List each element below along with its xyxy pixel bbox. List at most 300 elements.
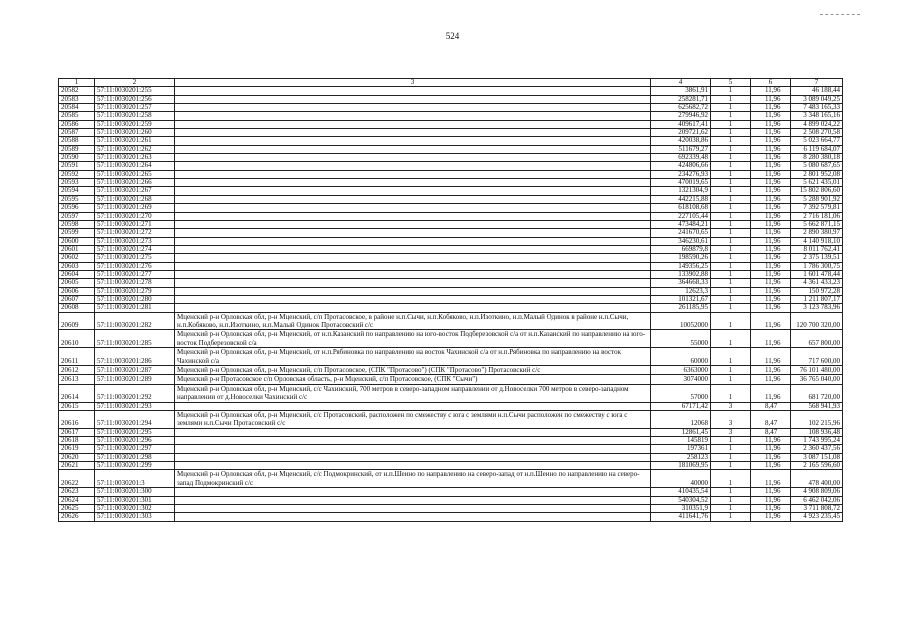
- area-value: 12623,3: [651, 287, 711, 295]
- cadastral-number: 57:11:0030201:281: [95, 304, 175, 312]
- specific-value: 11,96: [751, 179, 791, 187]
- table-row: [59, 137, 843, 145]
- group-code: 1: [711, 384, 751, 402]
- table-row: [59, 312, 843, 330]
- location-description: [175, 304, 651, 312]
- row-number: 20591: [59, 162, 95, 170]
- header-col-5: 5: [711, 79, 751, 87]
- row-number: 20587: [59, 129, 95, 137]
- cadastral-number: 57:11:0030201:300: [95, 488, 175, 496]
- header-col-6: 6: [751, 79, 791, 87]
- row-number: 20602: [59, 254, 95, 262]
- row-number: 20603: [59, 262, 95, 270]
- specific-value: 11,96: [751, 120, 791, 128]
- cadastral-number: 57:11:0030201:275: [95, 254, 175, 262]
- row-number: 20605: [59, 279, 95, 287]
- table-row: [59, 270, 843, 278]
- cadastral-value: 1 211 807,17: [791, 295, 843, 303]
- cadastral-value: 5 023 664,77: [791, 137, 843, 145]
- area-value: 279946,92: [651, 112, 711, 120]
- table-row: [59, 304, 843, 312]
- location-description: Мценский р-н Протасовское с/п Орловская область, р-н Мценский, с/п Протасовское, (СПК "Сычи"): [175, 375, 651, 384]
- cadastral-number: 57:11:0030201:264: [95, 162, 175, 170]
- specific-value: 11,96: [751, 204, 791, 212]
- location-description: [175, 245, 651, 253]
- specific-value: 11,96: [751, 453, 791, 461]
- cadastral-number: 57:11:0030201:266: [95, 179, 175, 187]
- table-row: [59, 112, 843, 120]
- location-description: [175, 287, 651, 295]
- column-number-header: [59, 79, 843, 87]
- row-number: 20585: [59, 112, 95, 120]
- group-code: 1: [711, 488, 751, 496]
- location-description: [175, 162, 651, 170]
- row-number: 20622: [59, 470, 95, 488]
- group-code: 1: [711, 279, 751, 287]
- cadastral-value: 657 800,00: [791, 330, 843, 348]
- cadastral-value: 3 087 151,08: [791, 453, 843, 461]
- table-row: [59, 384, 843, 402]
- cadastral-number: 57:11:0030201:274: [95, 245, 175, 253]
- row-number: 20601: [59, 245, 95, 253]
- table-row: [59, 402, 843, 410]
- location-description: [175, 112, 651, 120]
- cadastral-number: 57:11:0030201:255: [95, 87, 175, 95]
- table-row: [59, 220, 843, 228]
- specific-value: 11,96: [751, 129, 791, 137]
- area-value: 60000: [651, 348, 711, 366]
- specific-value: 11,96: [751, 437, 791, 445]
- group-code: 1: [711, 229, 751, 237]
- area-value: 310351,9: [651, 504, 711, 512]
- specific-value: 11,96: [751, 330, 791, 348]
- cadastral-value: 1 601 478,44: [791, 270, 843, 278]
- cadastral-number: 57:11:0030201:271: [95, 220, 175, 228]
- cadastral-value: 7 392 579,81: [791, 204, 843, 212]
- cadastral-value: 108 936,48: [791, 428, 843, 436]
- area-value: 669879,8: [651, 245, 711, 253]
- area-value: 625682,72: [651, 104, 711, 112]
- area-value: 149356,25: [651, 262, 711, 270]
- location-description: Мценский р-н Орловская обл, р-н Мценский, с/п Протасовское, в районе н.п.Сычи, н.п.Кобяково, н.п.Изоткино, н.п.Малый Одинок в районе н.п.Сычи, н.п.Кобяково, н.п.Изоткино, н.п.Малый Одинок Протасовский с/с: [175, 312, 651, 330]
- cadastral-value: 2 375 139,51: [791, 254, 843, 262]
- row-number: 20626: [59, 513, 95, 521]
- cadastral-number: 57:11:0030201:279: [95, 287, 175, 295]
- area-value: 258281,71: [651, 95, 711, 103]
- area-value: 3074000: [651, 375, 711, 384]
- specific-value: 11,96: [751, 95, 791, 103]
- cadastral-number: 57:11:0030201:303: [95, 513, 175, 521]
- area-value: 241670,65: [651, 229, 711, 237]
- area-value: 12861,45: [651, 428, 711, 436]
- location-description: [175, 504, 651, 512]
- group-code: 3: [711, 410, 751, 428]
- header-col-2: 2: [95, 79, 175, 87]
- group-code: 1: [711, 270, 751, 278]
- specific-value: 11,96: [751, 513, 791, 521]
- specific-value: 11,96: [751, 279, 791, 287]
- area-value: 40000: [651, 470, 711, 488]
- group-code: 1: [711, 504, 751, 512]
- location-description: [175, 229, 651, 237]
- location-description: [175, 513, 651, 521]
- location-description: [175, 220, 651, 228]
- location-description: [175, 488, 651, 496]
- cadastral-value: 3 348 165,16: [791, 112, 843, 120]
- location-description: [175, 496, 651, 504]
- row-number: 20586: [59, 120, 95, 128]
- location-description: [175, 145, 651, 153]
- header-col-4: 4: [651, 79, 711, 87]
- specific-value: 11,96: [751, 496, 791, 504]
- group-code: 1: [711, 137, 751, 145]
- cadastral-value: 4 140 918,10: [791, 237, 843, 245]
- cadastral-number: 57:11:0030201:296: [95, 437, 175, 445]
- specific-value: 11,96: [751, 162, 791, 170]
- cadastral-value: 4 361 433,23: [791, 279, 843, 287]
- row-number: 20600: [59, 237, 95, 245]
- row-number: 20590: [59, 154, 95, 162]
- cadastral-number: 57:11:0030201:282: [95, 312, 175, 330]
- cadastral-number: 57:11:0030201:277: [95, 270, 175, 278]
- group-code: 1: [711, 437, 751, 445]
- location-description: [175, 254, 651, 262]
- row-number: 20617: [59, 428, 95, 436]
- specific-value: 11,96: [751, 220, 791, 228]
- area-value: 473484,21: [651, 220, 711, 228]
- row-number: 20588: [59, 137, 95, 145]
- cadastral-value: 478 400,00: [791, 470, 843, 488]
- row-number: 20616: [59, 410, 95, 428]
- cadastral-number: 57:11:0030201:278: [95, 279, 175, 287]
- location-description: [175, 104, 651, 112]
- cadastral-value: 5 662 871,15: [791, 220, 843, 228]
- table-row: [59, 179, 843, 187]
- specific-value: 11,96: [751, 262, 791, 270]
- area-value: 57000: [651, 384, 711, 402]
- location-description: [175, 437, 651, 445]
- cadastral-value: 150 972,28: [791, 287, 843, 295]
- row-number: 20595: [59, 195, 95, 203]
- specific-value: 11,96: [751, 365, 791, 374]
- table-row: [59, 245, 843, 253]
- cadastral-number: 57:11:0030201:270: [95, 212, 175, 220]
- row-number: 20593: [59, 179, 95, 187]
- cadastral-number: 57:11:0030201:257: [95, 104, 175, 112]
- cadastral-value: 8 280 380,18: [791, 154, 843, 162]
- cadastral-value: 46 188,44: [791, 87, 843, 95]
- group-code: 1: [711, 237, 751, 245]
- area-value: 197361: [651, 445, 711, 453]
- group-code: 1: [711, 304, 751, 312]
- table-row: [59, 237, 843, 245]
- row-number: 20611: [59, 348, 95, 366]
- cadastral-value: 5 080 687,65: [791, 162, 843, 170]
- location-description: [175, 87, 651, 95]
- group-code: 1: [711, 254, 751, 262]
- group-code: 1: [711, 195, 751, 203]
- cadastral-value: 4 899 024,22: [791, 120, 843, 128]
- group-code: 3: [711, 428, 751, 436]
- location-description: Мценский р-н Орловская обл, р-н Мценский, с/с Протасовский, расположен по смежеству с юга с землями н.п.Сычи расположен по смежеству с юга с землями н.п.Сычи Протасовский с/с: [175, 410, 651, 428]
- group-code: 1: [711, 187, 751, 195]
- table-row: [59, 462, 843, 470]
- area-value: 470019,65: [651, 179, 711, 187]
- specific-value: 11,96: [751, 304, 791, 312]
- specific-value: 11,96: [751, 137, 791, 145]
- group-code: 1: [711, 162, 751, 170]
- header-col-3: 3: [175, 79, 651, 87]
- row-number: 20625: [59, 504, 95, 512]
- group-code: 1: [711, 445, 751, 453]
- cadastral-number: 57:11:0030201:299: [95, 462, 175, 470]
- row-number: 20612: [59, 365, 95, 374]
- cadastral-value: 8 011 762,41: [791, 245, 843, 253]
- table-row: [59, 129, 843, 137]
- area-value: 6363000: [651, 365, 711, 374]
- specific-value: 11,96: [751, 445, 791, 453]
- location-description: [175, 204, 651, 212]
- row-number: 20596: [59, 204, 95, 212]
- specific-value: 8,47: [751, 428, 791, 436]
- location-description: Мценский р-н Орловская обл, р-н Мценский, от н.п.Рябиновка по направлению на восток Чахинской с/а от н.п.Рябиновка по направлению на восток Чахинской с/а: [175, 348, 651, 366]
- table-row: [59, 488, 843, 496]
- area-value: 55000: [651, 330, 711, 348]
- group-code: 1: [711, 154, 751, 162]
- specific-value: 11,96: [751, 504, 791, 512]
- table-row: [59, 195, 843, 203]
- row-number: 20597: [59, 212, 95, 220]
- area-value: 411641,76: [651, 513, 711, 521]
- location-description: [175, 179, 651, 187]
- table-row: [59, 187, 843, 195]
- group-code: 1: [711, 112, 751, 120]
- cadastral-number: 57:11:0030201:268: [95, 195, 175, 203]
- specific-value: 11,96: [751, 470, 791, 488]
- cadastral-number: 57:11:0030201:272: [95, 229, 175, 237]
- location-description: Мценский р-н Орловская обл, р-н Мценский, от н.п.Казанский по направлению на юго-восток Подберезовской с/а от н.п.Казанский по направлению на юго-восток Подберезовской с/а: [175, 330, 651, 348]
- group-code: 1: [711, 348, 751, 366]
- table-row: [59, 410, 843, 428]
- cadastral-value: 15 802 806,60: [791, 187, 843, 195]
- cadastral-number: 57:11:0030201:298: [95, 453, 175, 461]
- row-number: 20624: [59, 496, 95, 504]
- group-code: 1: [711, 295, 751, 303]
- row-number: 20594: [59, 187, 95, 195]
- table-row: [59, 154, 843, 162]
- specific-value: 11,96: [751, 295, 791, 303]
- specific-value: 11,96: [751, 212, 791, 220]
- specific-value: 11,96: [751, 488, 791, 496]
- location-description: [175, 279, 651, 287]
- row-number: 20609: [59, 312, 95, 330]
- table-row: [59, 104, 843, 112]
- group-code: 1: [711, 470, 751, 488]
- location-description: [175, 129, 651, 137]
- row-number: 20606: [59, 287, 95, 295]
- header-col-1: 1: [59, 79, 95, 87]
- group-code: 1: [711, 179, 751, 187]
- location-description: [175, 154, 651, 162]
- cadastral-number: 57:11:0030201:302: [95, 504, 175, 512]
- location-description: [175, 95, 651, 103]
- area-value: 346230,61: [651, 237, 711, 245]
- location-description: [175, 402, 651, 410]
- specific-value: 11,96: [751, 87, 791, 95]
- cadastral-value: 102 215,96: [791, 410, 843, 428]
- row-number: 20583: [59, 95, 95, 103]
- cadastral-number: 57:11:0030201:265: [95, 170, 175, 178]
- location-description: [175, 295, 651, 303]
- row-number: 20589: [59, 145, 95, 153]
- table-row: [59, 120, 843, 128]
- cadastral-number: 57:11:0030201:294: [95, 410, 175, 428]
- specific-value: 11,96: [751, 348, 791, 366]
- table-row: [59, 262, 843, 270]
- table-row: [59, 170, 843, 178]
- row-number: 20598: [59, 220, 95, 228]
- row-number: 20608: [59, 304, 95, 312]
- specific-value: 11,96: [751, 112, 791, 120]
- table-row: [59, 365, 843, 374]
- area-value: 364668,33: [651, 279, 711, 287]
- area-value: 3861,91: [651, 87, 711, 95]
- area-value: 424806,66: [651, 162, 711, 170]
- header-col-7: 7: [791, 79, 843, 87]
- area-value: 618108,68: [651, 204, 711, 212]
- specific-value: 11,96: [751, 237, 791, 245]
- specific-value: 11,96: [751, 245, 791, 253]
- area-value: 145819: [651, 437, 711, 445]
- area-value: 209721,62: [651, 129, 711, 137]
- table-row: [59, 348, 843, 366]
- location-description: Мценский р-н Орловская обл, р-н Мценский, с/с Чахинский, 700 метров в северо-западном направлении от д.Новоселки 700 метров в северо-западном направлении от д.Новоселки Чахинский с/с: [175, 384, 651, 402]
- table-row: [59, 229, 843, 237]
- group-code: 1: [711, 204, 751, 212]
- area-value: 198590,26: [651, 254, 711, 262]
- row-number: 20621: [59, 462, 95, 470]
- cadastral-number: 57:11:0030201:3: [95, 470, 175, 488]
- group-code: 1: [711, 312, 751, 330]
- area-value: 181069,95: [651, 462, 711, 470]
- group-code: 1: [711, 453, 751, 461]
- table-row: [59, 254, 843, 262]
- cadastral-value: 4 923 235,45: [791, 513, 843, 521]
- area-value: 258123: [651, 453, 711, 461]
- specific-value: 11,96: [751, 287, 791, 295]
- area-value: 12068: [651, 410, 711, 428]
- cadastral-value: 7 483 165,33: [791, 104, 843, 112]
- specific-value: 11,96: [751, 170, 791, 178]
- specific-value: 11,96: [751, 254, 791, 262]
- cadastral-value: 568 941,93: [791, 402, 843, 410]
- area-value: 10052000: [651, 312, 711, 330]
- cadastral-number: 57:11:0030201:262: [95, 145, 175, 153]
- row-number: 20618: [59, 437, 95, 445]
- group-code: 1: [711, 220, 751, 228]
- table-row: [59, 330, 843, 348]
- cadastral-number: 57:11:0030201:260: [95, 129, 175, 137]
- cadastral-value: 3 711 808,72: [791, 504, 843, 512]
- table-row: [59, 445, 843, 453]
- table-body: [59, 87, 843, 521]
- table-row: [59, 287, 843, 295]
- group-code: 1: [711, 365, 751, 374]
- location-description: [175, 170, 651, 178]
- area-value: 442215,88: [651, 195, 711, 203]
- cadastral-number: 57:11:0030201:256: [95, 95, 175, 103]
- cadastral-value: 2 165 596,60: [791, 462, 843, 470]
- table-row: [59, 279, 843, 287]
- row-number: 20582: [59, 87, 95, 95]
- area-value: 540304,52: [651, 496, 711, 504]
- cadastral-number: 57:11:0030201:292: [95, 384, 175, 402]
- cadastral-value: 2 508 270,58: [791, 129, 843, 137]
- location-description: Мценский р-н Орловская обл, р-н Мценский, с/п Протасовское, (СПК "Протасово") (СПК "Протасово") Протасовский с/с: [175, 365, 651, 374]
- area-value: 409617,41: [651, 120, 711, 128]
- group-code: 1: [711, 330, 751, 348]
- top-dashed-rule: [820, 14, 860, 15]
- area-value: 67171,42: [651, 402, 711, 410]
- cadastral-value: 2 801 952,08: [791, 170, 843, 178]
- location-description: [175, 462, 651, 470]
- cadastral-value: 1 786 300,75: [791, 262, 843, 270]
- cadastral-value: 717 600,00: [791, 348, 843, 366]
- specific-value: 11,96: [751, 195, 791, 203]
- page-number: 524: [445, 31, 460, 41]
- cadastral-value: 5 288 901,92: [791, 195, 843, 203]
- cadastral-number: 57:11:0030201:293: [95, 402, 175, 410]
- area-value: 420038,86: [651, 137, 711, 145]
- cadastral-value: 681 720,00: [791, 384, 843, 402]
- cadastral-number: 57:11:0030201:259: [95, 120, 175, 128]
- cadastral-number: 57:11:0030201:295: [95, 428, 175, 436]
- row-number: 20599: [59, 229, 95, 237]
- cadastral-number: 57:11:0030201:297: [95, 445, 175, 453]
- cadastral-number: 57:11:0030201:287: [95, 365, 175, 374]
- location-description: [175, 453, 651, 461]
- group-code: 1: [711, 104, 751, 112]
- table-row: [59, 504, 843, 512]
- group-code: 1: [711, 170, 751, 178]
- cadastral-number: 57:11:0030201:263: [95, 154, 175, 162]
- row-number: 20592: [59, 170, 95, 178]
- area-value: 1321304,9: [651, 187, 711, 195]
- area-value: 261185,95: [651, 304, 711, 312]
- cadastral-number: 57:11:0030201:267: [95, 187, 175, 195]
- location-description: [175, 195, 651, 203]
- row-number: 20619: [59, 445, 95, 453]
- row-number: 20607: [59, 295, 95, 303]
- specific-value: 11,96: [751, 104, 791, 112]
- table-row: [59, 375, 843, 384]
- cadastral-value: 1 743 995,24: [791, 437, 843, 445]
- cadastral-value: 3 089 049,25: [791, 95, 843, 103]
- row-number: 20623: [59, 488, 95, 496]
- specific-value: 11,96: [751, 270, 791, 278]
- cadastral-value: 120 700 320,00: [791, 312, 843, 330]
- row-number: 20614: [59, 384, 95, 402]
- table-row: [59, 453, 843, 461]
- cadastral-value: 2 360 437,56: [791, 445, 843, 453]
- table-row: [59, 212, 843, 220]
- location-description: [175, 262, 651, 270]
- group-code: 1: [711, 245, 751, 253]
- location-description: [175, 120, 651, 128]
- cadastral-value: 76 101 480,00: [791, 365, 843, 374]
- area-value: 227105,44: [651, 212, 711, 220]
- cadastral-value-table: [58, 78, 843, 522]
